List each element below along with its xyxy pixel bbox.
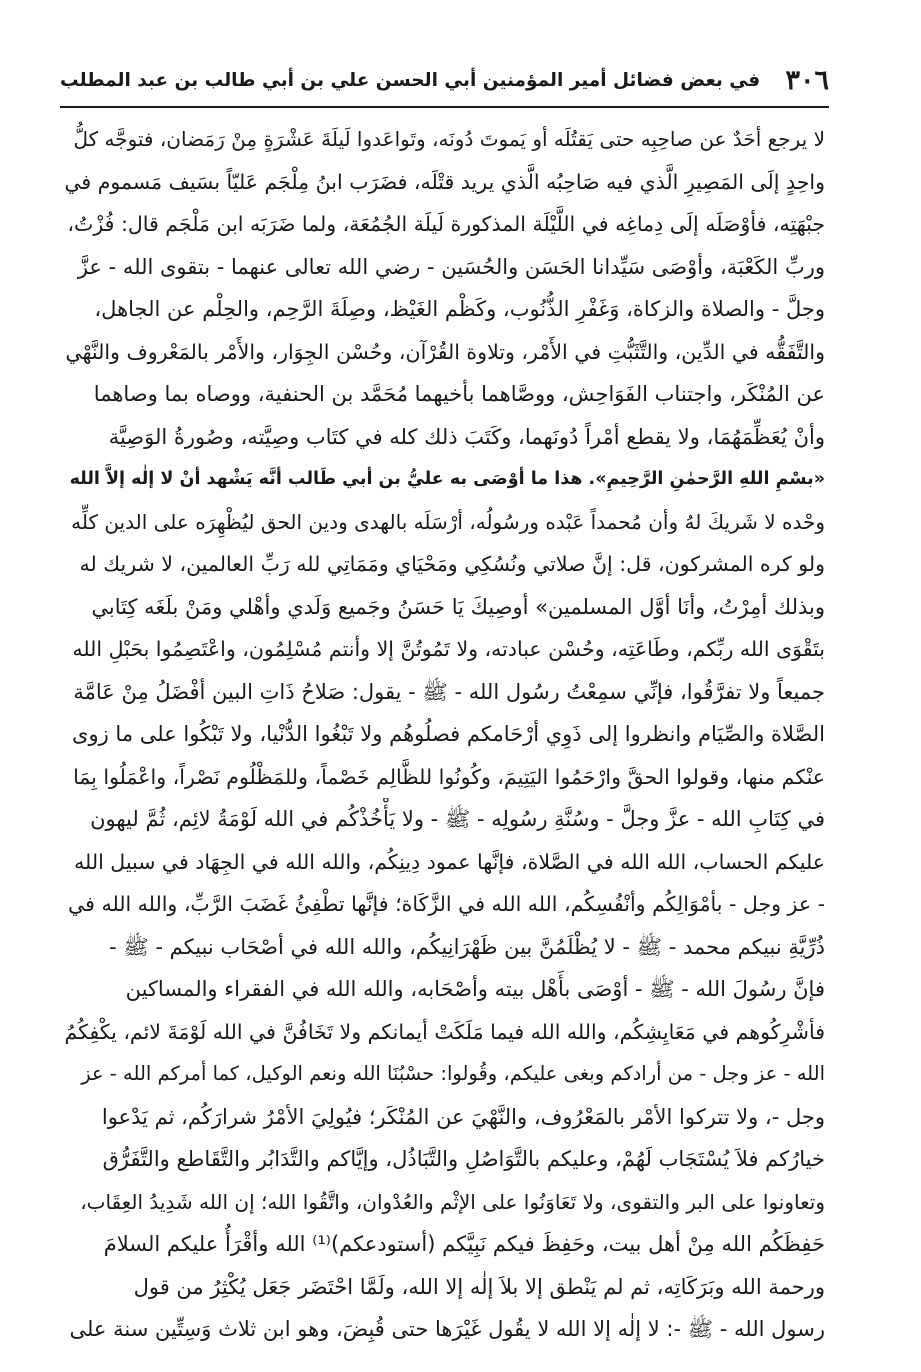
text-line: وجل -، ولا تتركوا الأمْر بالمَعْرُوف، والنَّهْيَ عن المُنْكَر؛ فيُولِيَ الأمْرُ شرارَكُم، ثم يَدْعوا (101, 1104, 825, 1129)
page-header (60, 58, 829, 102)
text-line: وربِّ الكَعْبَة، وأوْصَى سَيِّدانا الحَسَن والحُسَين - رضي الله تعالى عنهما - بتقوى الله - عزَّ (77, 254, 825, 279)
text-line: وجلَّ - والصلاة والزكاة، وَغَفْرِ الذُّنُوب، وكَظْم الغَيْظ، وصِلَةَ الرَّحِم، والحِلْم عن الجاهل، (94, 297, 825, 321)
text-line: واحِدٍ إلَى المَصِيرِ الَّذي فيه صَاحِبُه الَّذي يريد قتْلَه، فضَرَب ابنُ مِلْجَم عَليّاً بسَيف مَسموم في (64, 169, 825, 194)
page-number: ٣٠٦ (785, 64, 829, 96)
text-line: حَفِظَكُم الله مِنْ أهل بيت، وحَفِظَ فيكم نَبِيَّكم (أستودعكم)⁽¹⁾ الله وأقْرَأُ عليكم السلامَ (103, 1232, 825, 1256)
header-rule (60, 106, 829, 108)
text-line: ولو كره المشركون، قل: إنَّ صلاتي ونُسُكِي ومَحْيَاي ومَمَاتِي لله رَبِّ العالمين، لا شريك له (79, 552, 825, 576)
text-line: فإنَّ رسُولَ الله - ﷺ - أوْصَى بأَهْل بيته وأصْحَابه، والله الله في الفقراء والمساكين (125, 977, 825, 1001)
text-line: عليكم الحساب، الله الله في الصَّلاة، فإنَّها عمود دِينِكُم، والله الله في الجِهَاد في سبيل الله (74, 849, 825, 874)
text-line: وأنْ يُعَظِّمَهُمَا، ولا يقطع أمْراً دُونَهما، وكَتَبَ ذلك كله في كتَاب وصِيَّته، وصُورةُ الوَصِيَّة (108, 424, 825, 449)
text-line-basmala: «بسْمِ اللهِ الرَّحمٰنِ الرَّحِيمِ». هذا ما أوْصَى به عليُّ بن أبي طَالب أنَّه يَشْهد أنْ لا إلٰه إلاَّ الله (69, 469, 825, 489)
text-line: خيارُكم فلاَ يُسْتَجَاب لَهُمْ، وعليكم بالتَّوَاصُلِ والتَّبَاذُل، وإيَّاكم والتَّدَابُر والتَّقَاطع والتَّفَرُّق (102, 1147, 825, 1171)
text-line: وحْده لا شَريكَ لهُ وأن مُحمداً عَبْده ورسُولُه، أرْسَلَه بالهدى ودين الحق ليُظْهِرَه على الدين كلِّه (71, 509, 825, 534)
text-line: ذُرِّيَّةِ نبيكم محمد - ﷺ - لا يُظْلَمُنَّ بين ظَهْرَانِيكُم، والله الله في أصْحَاب نبيكم - ﷺ - (109, 934, 825, 959)
body-text (64, 118, 825, 1351)
text-line: في كِتَابِ الله - عزَّ وجلَّ - وسُنَّةِ رسُولِه - ﷺ - ولا يَأْخُذْكُم في الله لَوْمَةُ لائِم، ثُمَّ ليهون (90, 807, 825, 831)
running-title: في بعض فضائل أمير المؤمنين أبي الحسن علي بن أبي طالب بن عبد المطلب (60, 69, 761, 91)
text-line: الصَّلاة والصِّيَام وانظروا إلى ذَوِي أرْحَامكم فصلُوهُم ولا تَبْغُوا الدُّنْيا، ولا تَبْكُوا على ما زوى (72, 722, 825, 746)
text-line: والتَّفَقُّه في الدِّين، والتَّثَبُّتِ في الأَمْر، وتلاوة القُرْآن، وحُسْن الجِوَار، والأَمْر بالمَعْروف والنَّهْي (65, 339, 825, 364)
text-line: ورحمة الله وبَرَكَاتِه، ثم لم يَنْطق إلا بلاَ إلٰه إلا الله، ولَمَّا احْتَضَر جَعَل يُكْثِرُ من قول (133, 1274, 825, 1299)
text-line: رسول الله - ﷺ -: لا إلٰه إلا الله لا يقُول غَيْرَها حتى قُبِضَ، وهو ابن ثلاث وَسِتِّين سنة على (69, 1317, 825, 1341)
text-line: وبذلك أمِرْتُ، وأنَا أوَّل المسلمين» أوصِيكَ يَا حَسَنُ وجَميع وَلَدي وأهْلي ومَنْ بلَغَه كِتَابي (91, 594, 825, 619)
text-line: - عز وجل - بأمْوَالِكُم وأنْفُسِكُم، الله الله في الزَّكَاة؛ فإنَّها تطْفِئُ غَضَبَ الرَّبِّ، والله الله في (68, 892, 825, 916)
text-line: عن المُنْكَر، واجتناب الفَوَاحِش، ووصَّاهما بأخيهما مُحَمَّد بن الحنفية، ووصاه بما وصاهما (93, 382, 825, 406)
text-line: جميعاً ولا تفرَّقُوا، فإنِّي سمِعْتُ رسُول الله - ﷺ - يقول: صَلاحُ ذَاتِ البين أفْضَلُ مِنْ عَامَّة (73, 679, 825, 704)
text-line: جبْهَتِه، فأوْصَلَه إلَى دِماغِه في اللَّيْلَة المذكورة لَيلَة الجُمُعَة، ولما ضَرَبَه ابن مَلْجَم قال: فُزْتُ، (67, 212, 825, 236)
text-line: لا يرجع أحَدٌ عن صاحِبِه حتى يَقتُلَه أو يَموتَ دُونَه، وتَواعَدوا لَيلَةَ عَشْرَةٍ مِنْ رَمَضان، فتوجَّه كلُّ (73, 127, 825, 151)
text-line: عنْكم منها، وقولوا الحقَّ وارْحَمُوا اليَتِيمَ، وكُونُوا للظَّالِم خَصْماً، وللمَظْلُوم نَصْراً، واعْمَلُوا بِمَا (73, 764, 825, 789)
text-line: فأشْرِكُوهم في مَعَايِشِكُم، والله الله فيما مَلَكَتْ أيمانكم ولا تَخَافُنَّ في الله لَوْمَةَ لائم، يكْفِكُمُ (64, 1019, 825, 1044)
text-line: بتَقْوَى الله ربِّكم، وطَاعَتِه، وحُسْن عبادته، ولا تَمُوتُنَّ إلا وأنتم مُسْلِمُون، واعْتَصِمُوا بحَبْلِ الله (72, 637, 825, 661)
text-line: الله - عز وجل - من أرادكم وبغى عليكم، وقُولوا: حسْبُنَا الله ونعم الوكيل، كما أمركم الله - عز (81, 1062, 825, 1085)
text-line: وتعاونوا على البر والتقوى، ولا تَعَاوَنُوا على الإثْم والعُدْوان، واتَّقُوا الله؛ إن الله شَدِيدُ العِقَاب، (80, 1189, 825, 1214)
